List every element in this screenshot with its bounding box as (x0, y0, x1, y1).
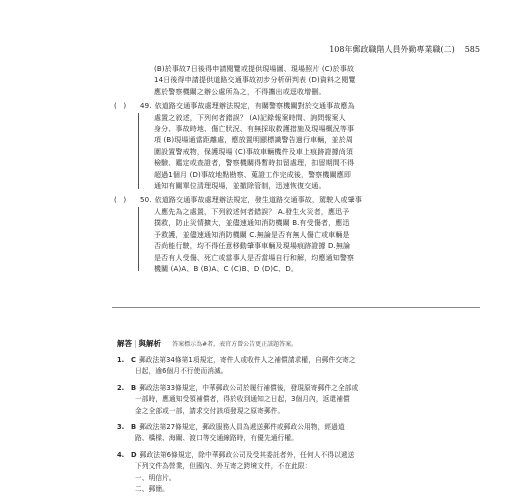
question-50 (108, 195, 478, 275)
margin-rule (138, 113, 139, 189)
header-title: 108年郵政職階人員外勤專業職(二) (329, 45, 455, 54)
section-divider (112, 307, 480, 308)
text-line: 14日後得申請提供道路交通事故初步分析研判表 (D)資料之閱覽 (154, 76, 356, 85)
text-line: 通知有關單位清理現場，並撤除管制，迅速恢復交通。 (154, 182, 326, 191)
text-line: 檢驗、鑑定或查證者，警察機關得暫時扣留處理，扣留期間不得 (154, 159, 355, 168)
answer-number: 3. (117, 423, 125, 432)
text-line: 機關 (A)A、B (B)A、C (C)B、D (D)C、D。 (154, 264, 299, 273)
answer-blank: ( ) (114, 196, 127, 205)
text-line: 處置之敘述，下列何者錯誤？ (A)記錄報案時間、詢問報案人 (154, 113, 346, 122)
answers-title-b: 與解析 (138, 339, 162, 348)
text-line: 超過1個月 (D)事故地點勘察、蒐證工作完成後，警察機關應即 (154, 170, 352, 179)
question-text: 依道路交通事故處理辦法規定，有關警察機關對於交通事故應為 (154, 102, 355, 111)
answer-text: 郵政法第34條第1項規定，寄件人或收件人之補償請求權，自郵件交寄之 (139, 356, 356, 364)
sub-item: 二、郵簡。 (135, 485, 169, 494)
answer-letter: D (131, 450, 137, 459)
text-line: 金之全部或一部，請求交付該項發現之原寄郵件。 (135, 406, 285, 415)
text-line: (B)於事故7日後得申請閱覽或提供現場圖、現場照片 (C)於事故 (154, 65, 355, 73)
answers-heading (117, 331, 477, 350)
margin-rule (138, 207, 139, 271)
text-line: 予救護，並儘速通知消防機關 C.無論是否有無人傷亡或車輛是 (154, 230, 350, 239)
answer-item (117, 383, 477, 417)
answer-number: 4. (117, 450, 125, 459)
title-separator: | (134, 339, 137, 348)
text-line: 是否有人受傷、死亡或當事人是否當場自行和解，均應通知警察 (154, 253, 355, 262)
questions-section (108, 64, 478, 275)
answer-number: 1. (117, 356, 125, 364)
answers-title (117, 339, 161, 348)
question-49 (108, 101, 478, 192)
answer-letter: B (131, 383, 137, 392)
answers-note: 答案標示為#者，表官方曾公告更正該題答案。 (172, 341, 298, 348)
answers-section (117, 331, 477, 495)
question-number: 50. (140, 196, 152, 205)
text-line (140, 195, 478, 206)
text-line (131, 383, 477, 394)
answer-text: 郵政法第27條規定，郵政服務人員為遞送郵件或郵政公用物，經過道 (139, 423, 345, 432)
answer-text: 郵政法第6條規定，除中華郵政公司及受其委託者外，任何人不得以遞送 (139, 450, 355, 459)
text-line: 否尚能行駛，均不得任意移動肇事車輛及現場痕跡證據 D.無論 (154, 242, 351, 251)
question-48-continuation (108, 64, 478, 98)
text-line: 路、橋樑、海關、渡口等交通線路時，有優先通行權。 (135, 434, 298, 443)
answer-item (117, 355, 477, 378)
answer-item (117, 450, 477, 496)
text-line: 下列文件為營業，但國內、外互寄之跨境文件，不在此限： (135, 462, 312, 471)
text-line: 撲救，防止災情擴大，並儘速通知消防機關 B.有受傷者，應迅 (154, 219, 350, 228)
answers-title-a: 解答 (117, 339, 132, 348)
question-number: 49. (140, 102, 152, 111)
text-line: 圍設置警戒物，保護現場 (C)事故車輛機件及車上痕跡證據尚須 (154, 147, 354, 156)
text-line (131, 422, 477, 433)
text-line: 項 (B)現場通當距離處，應放置明顯標識警告過行車輛，並於周 (154, 136, 353, 145)
sub-item: 一、明信片。 (135, 473, 176, 482)
text-line (131, 355, 477, 366)
answer-number: 2. (117, 383, 125, 392)
text-line: 一部時，應通知受領補償者，得於收到通知之日起，3個月內，返還補償 (135, 395, 350, 404)
text-line: 日起，逾6個月不行使而消滅。 (135, 367, 228, 376)
running-header (329, 44, 480, 55)
answer-letter: B (131, 423, 137, 432)
answer-item (117, 422, 477, 445)
text-line: 身分、事故時地、傷亡狀況、有無採取救護措施及現場概況等事 (154, 125, 355, 134)
text-line (140, 101, 478, 112)
question-text: 依道路交通事故處理辦法規定，發生道路交通事故，駕駛人或肇事 (154, 196, 362, 205)
answer-text: 郵政法第33條規定，中華郵政公司於履行補償後，發現原寄郵件之全部或 (139, 383, 359, 392)
page-number: 585 (464, 45, 480, 54)
text-line: 應於警察機關之辦公處所為之，不得攜出或逕收增刪。 (154, 87, 326, 96)
answer-letter: C (131, 356, 137, 364)
text-line (131, 450, 477, 461)
text-line: 人應先為之處置，下列敘述何者錯誤？ A.發生火災者，應迅予 (154, 207, 350, 216)
answer-blank: ( ) (114, 102, 127, 111)
